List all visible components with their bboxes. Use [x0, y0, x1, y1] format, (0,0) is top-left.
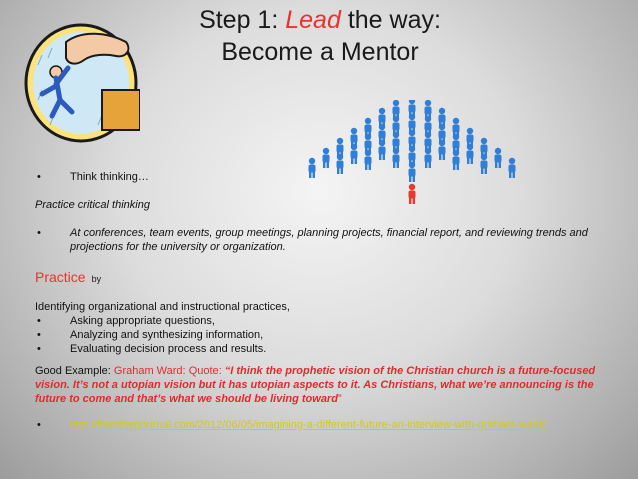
title-lead-word: Lead: [285, 6, 341, 34]
practice-item: [35, 342, 610, 356]
practice-item-text: Analyzing and synthesizing information,: [70, 329, 264, 341]
bullet-think: [35, 170, 610, 184]
bullet-dot: •: [37, 171, 41, 183]
title-line-2: Become a Mentor: [221, 38, 419, 66]
practice-item-text: Asking appropriate questions,: [70, 315, 215, 327]
helping-hand-clipart: [22, 20, 140, 146]
practice-heading-row: [35, 270, 610, 286]
slide-title: [140, 4, 500, 68]
quote-text: “I think the prophetic vision of the Christian church is a future-focused vision. It’s not a utopian vision but it has utopian aspects to it. As Christians, what we’re announcing is the future to come and that’s what we should be living toward: [35, 365, 596, 405]
good-example-paragraph: [35, 364, 610, 406]
practice-by: by: [91, 274, 102, 284]
bullet-dot: •: [37, 329, 41, 341]
slide-body: [35, 170, 610, 432]
bullet-conferences-text: At conferences, team events, group meetings, planning projects, financial report, and reviewing trends and projections for the university or organization.: [70, 227, 588, 253]
bullet-dot: •: [37, 227, 41, 239]
bullet-dot: •: [37, 419, 41, 431]
good-example-label: Good Example:: [35, 365, 111, 377]
title-prefix: Step 1:: [199, 6, 279, 34]
practice-item: [35, 314, 610, 328]
practice-heading: Practice: [35, 269, 86, 285]
example-author: Graham Ward:: [113, 365, 186, 377]
source-link[interactable]: http://theotherjournal.com/2012/06/05/imagining-a-different-future-an-interview-with-graham-ward/: [70, 419, 546, 431]
bullet-dot: •: [37, 315, 41, 327]
practice-item-text: Evaluating decision process and results.: [70, 343, 267, 355]
bullet-dot: •: [37, 343, 41, 355]
quote-label: Quote:: [188, 365, 222, 377]
title-suffix: the way:: [347, 6, 441, 34]
bullet-conferences: [35, 226, 610, 254]
bullet-link: [35, 418, 610, 432]
critical-thinking-line: Practice critical thinking: [35, 199, 150, 211]
quote-close: ”: [337, 393, 342, 405]
title-line-1: [140, 4, 500, 36]
bullet-think-text: Think thinking…: [70, 171, 149, 183]
practice-item: [35, 328, 610, 342]
identifying-line: Identifying organizational and instructional practices,: [35, 301, 290, 313]
